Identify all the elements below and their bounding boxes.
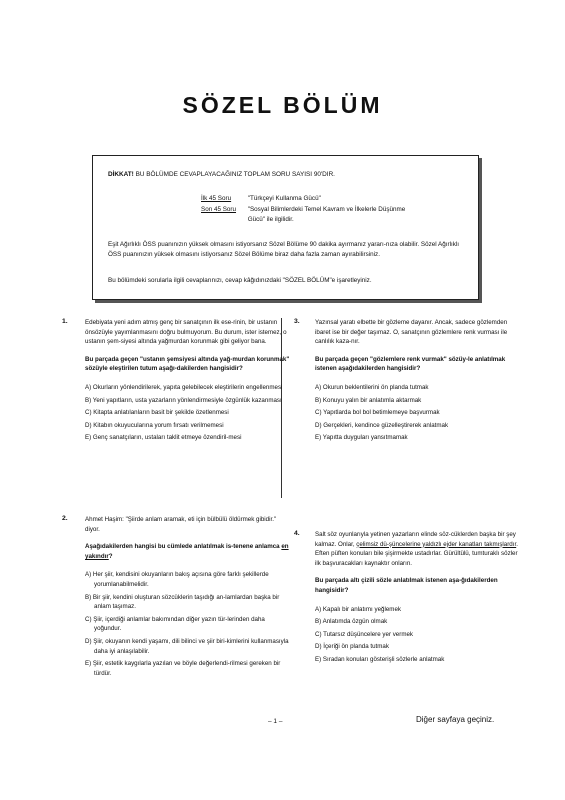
question-1 <box>85 318 290 446</box>
option-b: B) Yeni yapıtların, usta yazarların yönlendirmesiyle özgünlük kazanması <box>85 396 282 404</box>
option-d: D) Gerçekleri, kendince güzelleştirerek anlatmak <box>315 421 449 429</box>
section-label: Son 45 Soru <box>201 206 237 213</box>
notice-paragraph: Eşit Ağırlıklı ÖSS puanınızın yüksek olmasını istiyorsanız Sözel Bölüme 90 dakika ayırmanız yararı-nıza olabilir. Sözel Ağırlıklı ÖSS puanınızın yüksek olmasını istiyorsanız Sözel Bölüme biraz daha fazla zaman ayırabilirsiniz. <box>108 241 460 259</box>
warning-label: DİKKAT! <box>108 171 134 178</box>
next-page-note: Diğer sayfaya geçiniz. <box>416 715 495 724</box>
question-2 <box>85 515 290 682</box>
question-stem: Bu parçada altı çizili sözle anlatılmak istenen aşa-ğıdakilerden hangisidir? <box>315 577 498 595</box>
underlined-phrase: çelimsiz dü-şüncelerine yaldızlı ejder kanatları takmışlardır <box>356 540 517 548</box>
question-number: 2. <box>62 515 68 522</box>
option-a: A) Kapalı bir anlatımı yeğlemek <box>315 605 401 613</box>
option-c: C) Tutarsız düşüncelere yer vermek <box>315 630 414 638</box>
text-end: . Eften püften konuları bile şişirmekte ustadırlar. Gürültülü, tumturaklı sözler ilk başvuracakları kaynaktır onların. <box>315 540 518 567</box>
section-last <box>201 205 418 225</box>
option-b: B) Konuyu yalın bir anlatımla aktarmak <box>315 396 422 404</box>
option-c: C) Şiir, içerdiği anlamlar bakımından diğer yazın tür-lerinden daha yoğundur. <box>85 615 265 633</box>
section-desc: "Sosyal Bilimlerdeki Temel Kavram ve İlkelerle Düşünme Gücü" ile ilgilidir. <box>247 206 406 223</box>
stem-text: Aşağıdakilerden hangisi bu cümlede anlatılmak is-tenene anlamca <box>85 543 282 551</box>
option-d: D) Kitabın okuyucularına yorum fırsatı verilmemesi <box>85 421 224 429</box>
question-text: Edebiyata yeni adım atmış genç bir sanatçının ilk ese-rinin, bir ustanın önsözüyle yayımlanmasını doğru bulmuyorum. Bu durum, ister istemez, o ustanın şem-siyesi altında yağmurdan korunmak gibi geliyor bana. <box>85 319 287 346</box>
question-number: 4. <box>294 530 300 537</box>
question-number: 3. <box>294 318 300 325</box>
stem-end: ? <box>108 552 113 560</box>
section-desc: "Türkçeyi Kullanma Gücü" <box>247 195 321 202</box>
question-text: Ahmet Haşim: "Şiirde anlam aramak, eti için bülbülü öldürmek gibidir." diyor. <box>85 516 277 533</box>
options-list <box>315 383 520 443</box>
question-text <box>315 530 520 568</box>
option-a: A) Her şiir, kendisini okuyanların bakış açısına göre farklı şekillerde yorumlanabilmelidir. <box>85 571 269 589</box>
option-e: E) Sıradan konuları gösterişli sözlerle anlatmak <box>315 656 445 664</box>
question-number: 1. <box>62 318 68 325</box>
option-e: E) Şiir, estetik kaygılarla yazılan ve böyle değerlendi-rilmesi gereken bir türdür. <box>85 660 281 677</box>
options-list <box>85 383 290 443</box>
options-list <box>315 605 520 665</box>
option-b: B) Anlatımda özgün olmak <box>315 618 388 626</box>
notice-warning <box>108 170 335 180</box>
section-first <box>201 194 418 204</box>
warning-text: BU BÖLÜMDE CEVAPLAYACAĞINIZ TOPLAM SORU SAYISI 90'DIR. <box>135 171 335 178</box>
notice-box <box>92 155 479 300</box>
text-start: Salt söz oyunlarıyla yetinen yazarların elinde söz-cüklerden başka bir şey kalmaz. Onlar, <box>315 531 516 548</box>
options-list <box>85 570 290 678</box>
notice-instruction: Bu bölümdeki sorularla ilgili cevaplarınızı, cevap kâğıdınızdaki "SÖZEL BÖLÜM"e işaretleyiniz. <box>108 277 372 284</box>
page-title: SÖZEL BÖLÜM <box>182 92 383 118</box>
question-stem: Bu parçada geçen "gözlemlere renk vurmak" sözüy-le anlatılmak istenen aşağıdakilerden hangisidir? <box>315 355 506 373</box>
question-3 <box>315 318 520 446</box>
option-c: C) Kitapta anlatılanların basit bir şekilde özetlenmesi <box>85 409 229 417</box>
option-a: A) Okurların yönlendirilerek, yapıta gelebilecek eleştirilerin engellenmesi <box>85 384 283 392</box>
option-c: C) Yapıtlarda bol bol betimlemeye başvurmak <box>315 409 440 417</box>
option-b: B) Bir şiir, kendini oluşturan sözcüklerin taşıdığı an-lamlardan başka bir anlam taşımaz. <box>85 593 280 611</box>
option-e: E) Genç sanatçıların, ustaları taklit etmeye özendiril-mesi <box>85 434 242 442</box>
question-stem: Bu parçada geçen "ustanın şemsiyesi altında yağ-murdan korunmak" sözüyle eleştirilen tutum aşağı-dakilerden hangisidir? <box>85 355 290 373</box>
page-number: – 1 – <box>268 718 283 725</box>
option-d: D) İçeriği ön planda tutmak <box>315 643 389 651</box>
question-text: Yazınsal yaratı elbette bir gözleme dayanır. Ancak, sadece gözlemden ibaret ise bir değer taşımaz. O, sanatçının gözlemlere renk vurması ile canlılık kaza-nır. <box>315 319 508 346</box>
option-e: E) Yapıtta duyguları yansıtmamak <box>315 434 408 442</box>
option-a: A) Okurun beklentilerini ön planda tutmak <box>315 384 429 392</box>
option-d: D) Şiir, okuyanın kendi yaşamı, dili bilinci ve şiir biri-kimlerini kullanmasıyla daha iyi anlaşılabilir. <box>85 638 289 655</box>
stem-underlined: en yakındır <box>85 543 289 560</box>
question-stem <box>85 542 290 561</box>
question-4 <box>315 530 520 668</box>
section-label: İlk 45 Soru <box>201 195 232 202</box>
